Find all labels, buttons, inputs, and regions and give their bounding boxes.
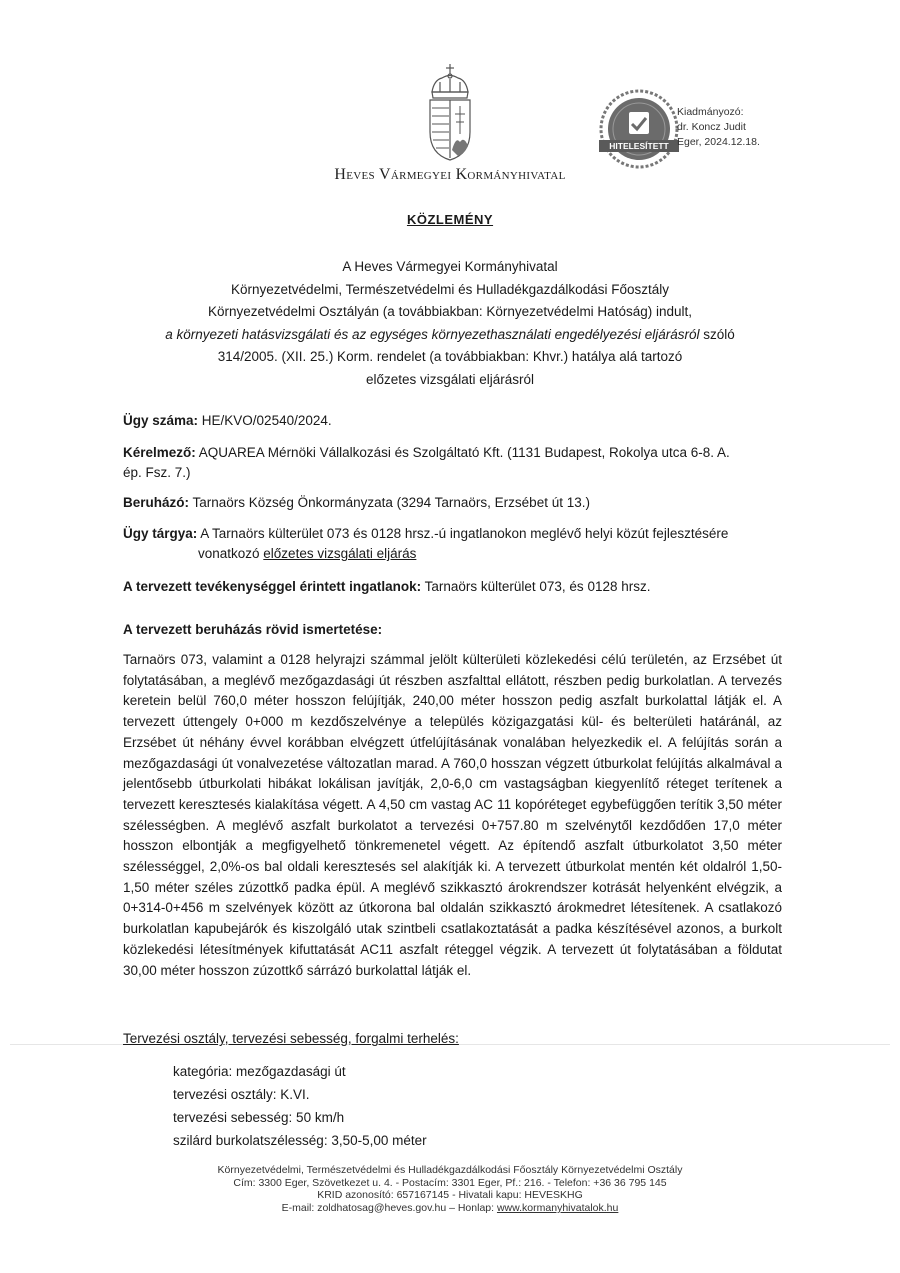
design-heading: Tervezési osztály, tervezési sebesség, forgalmi terhelés: [123,1031,459,1046]
design-parameters-list [173,1060,427,1152]
signer-place-date: Eger, 2024.12.18. [677,136,760,148]
signer-name: dr. Koncz Judit [677,121,746,133]
investor-label: Beruházó: [123,495,190,510]
coat-of-arms-icon [420,62,480,162]
footer-contact: E-mail: zoldhatosag@heves.gov.hu – Honlap: www.kormanyhivatalok.hu [281,1202,619,1215]
intro-line: A Heves Vármegyei Kormányhivatal [342,259,558,274]
procedure-type: előzetes vizsgálati eljárás [263,546,417,561]
footer-ids: KRID azonosító: 657167145 - Hivatali kapu: HEVESKHG [317,1189,583,1202]
footer [0,1164,900,1215]
properties-value: Tarnaörs külterület 073, és 0128 hrsz. [421,579,651,594]
properties-label: A tervezett tevékenységgel érintett ingatlanok: [123,579,422,594]
description-paragraph: Tarnaörs 073, valamint a 0128 helyrajzi számmal jelölt külterületi közlekedési célú területén, az Erzsébet út folytatásában, a meglévő mezőgazdasági út részben aszfalttal ellátott, részben pedig burkolatlan. A tervezés keretein belül 760,0 méter hosszon felújítják, 240,00 méter hosszon pedig aszfalt burkolattal látják el. A tervezett úttengely 0+000 m kezdőszelvénye a település közigazgatási kül- és belterületi határánál, az Erzsébet út néhány évvel korábban elvégzett útfelújításának vonalában helyezkedik el. A felújítás során a mezőgazdasági út vonalvezetése változatlan marad. A 760,0 hosszan végzett útburkolat felújítás alkalmával a jelentősebb útburkolati hibákat lokálisan javítják, 2,0-6,0 cm vastagságban kiegyenlítő réteget terítenek a tervezett keresztesés kialakítása végett. A 4,50 cm vastag AC 11 kopóréteget egybefüggően terítik 3,50 méter szélességben. A meglévő aszfalt burkolatot a tervezési 0+757.80 m szelvénytől kezdődően 17,0 méter hosszon elbontják a megfigyelhető tönkremenetel végett. Az építendő aszfalt útburkolatot 3,50 méter szélességgel, 2,0%-os bal oldali keresztesés sel alakítják ki. A tervezett útburkolat mentén két oldalról 1,50-1,50 méter széles zúzottkő padka épül. A meglévő szikkasztó árokrendszer kotrását helyenként elvégzik, a 0+314-0+456 m szelvények között az útkorona bal oldalán szikkasztó árokmedret létesítenek. A csatlakozó burkolatlan kapubejárók és kiszolgáló utak szintbeli csatlakoztatását a padka készítésével azonos, a burkolt közlekedési létesítmények kifuttatását AC11 aszfalt réteggel végzik. A tervezett út folytatásában a földutat 30,00 méter hosszon zúzottkő sárrázó burkolattal látják el. [123,652,782,978]
list-item: tervezési osztály: K.VI. [173,1087,310,1102]
investor-value: Tarnaörs Község Önkormányzata (3294 Tarnaörs, Erzsébet út 13.) [189,495,590,510]
certification-seal-icon [598,88,680,170]
website-link[interactable]: www.kormanyhivatalok.hu [496,1202,619,1215]
document-title: KÖZLEMÉNY [406,212,494,227]
case-number-field [123,411,783,431]
intro-line: Környezetvédelmi, Természetvédelmi és Hulladékgazdálkodási Főosztály [231,281,669,297]
list-item: szilárd burkolatszélesség: 3,50-5,00 méter [173,1133,427,1148]
intro-line: előzetes vizsgálati eljárásról [365,371,535,387]
list-item: kategória: mezőgazdasági út [173,1064,346,1079]
description-heading: A tervezett beruházás rövid ismertetése: [123,622,383,637]
decree-title: a környezeti hatásvizsgálati és az egységes környezethasználati engedélyezési eljárásról [165,326,700,342]
applicant-label: Kérelmező: [123,445,196,460]
signer-block [677,105,760,150]
intro-line: 314/2005. (XII. 25.) Korm. rendelet (a továbbiakban: Khvr.) hatálya alá tartozó [217,349,683,364]
properties-field [123,577,783,597]
investor-field [123,493,783,513]
subject-label: Ügy tárgya: [123,526,198,541]
list-item: tervezési sebesség: 50 km/h [173,1110,345,1125]
footer-line: Környezetvédelmi, Természetvédelmi és Hulladékgazdálkodási Főosztály Környezetvédelmi Osztály [217,1164,683,1176]
applicant-field [123,443,783,483]
case-number-value: HE/KVO/02540/2024. [198,413,332,428]
footer-address: Cím: 3300 Eger, Szövetkezet u. 4. - Postacím: 3301 Eger, Pf.: 216. - Telefon: +36 36 795 145 [233,1176,667,1189]
subject-value: A Tarnaörs külterület 073 és 0128 hrsz.-ú ingatlanokon meglévő helyi közút fejlesztésére [197,526,729,541]
subject-field: Ügy tárgya: A Tarnaörs külterület 073 és 0128 hrsz.-ú ingatlanokon meglévő helyi közút fejlesztésére vonatkozó előzetes vizsgálati eljárás [123,526,729,561]
applicant-value-cont: ép. Fsz. 7.) [123,465,191,480]
intro-line: a környezeti hatásvizsgálati és az egységes környezethasználati engedélyezési eljárásról szóló [165,326,735,342]
applicant-value: AQUAREA Mérnöki Vállalkozási és Szolgáltató Kft. (1131 Budapest, Rokolya utca 6-8. A. [195,445,730,460]
seal-label: HITELESÍTETT [609,141,669,151]
signer-label: Kiadmányozó: [677,106,744,118]
agency-name: Heves Vármegyei Kormányhivatal [334,166,566,183]
case-number-label: Ügy száma: [123,413,199,428]
intro-line: Környezetvédelmi Osztályán (a továbbiakban: Környezetvédelmi Hatóság) indult, [207,304,692,319]
intro-paragraph [100,256,800,391]
